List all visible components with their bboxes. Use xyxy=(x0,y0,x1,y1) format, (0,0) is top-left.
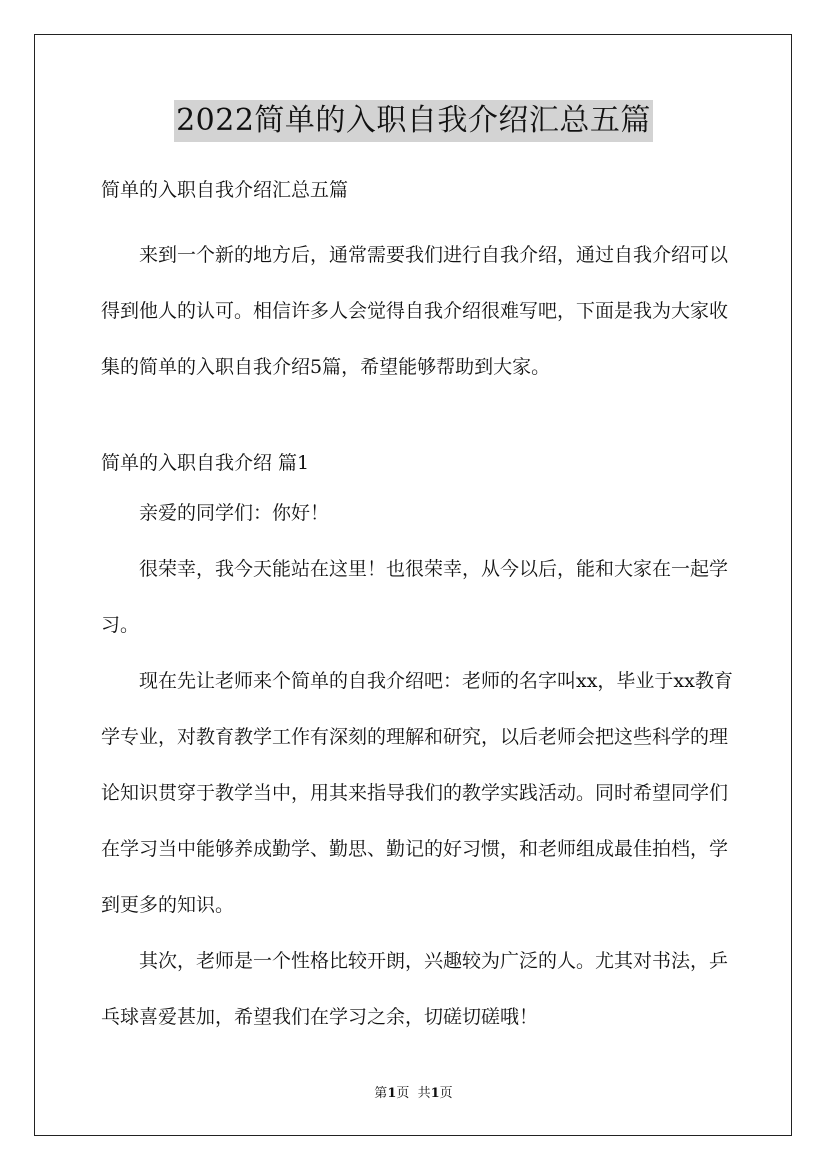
section-title: 简单的入职自我介绍 篇1 xyxy=(101,452,310,474)
footer-mid: 页 共 xyxy=(396,1086,431,1101)
body-paragraph-2: 很荣幸，我今天能站在这里！也很荣幸，从今以后，能和大家在一起学习。 xyxy=(101,558,729,636)
footer-page-total: 1 xyxy=(430,1086,440,1101)
page-footer xyxy=(0,1082,827,1101)
body-paragraph-1: 亲爱的同学们：你好！ xyxy=(139,502,330,524)
footer-suffix: 页 xyxy=(439,1086,453,1101)
document-body xyxy=(101,172,741,1045)
document-title: 2022简单的入职自我介绍汇总五篇 xyxy=(174,100,653,142)
title-container xyxy=(0,100,827,142)
document-subtitle: 简单的入职自我介绍汇总五篇 xyxy=(101,179,349,201)
intro-paragraph: 来到一个新的地方后，通常需要我们进行自我介绍，通过自我介绍可以得到他人的认可。相信许多人会觉得自我介绍很难写吧，下面是我为大家收集的简单的入职自我介绍5篇，希望能够帮助到大家。 xyxy=(101,244,729,378)
footer-prefix: 第 xyxy=(374,1086,388,1101)
body-paragraph-4: 其次，老师是一个性格比较开朗，兴趣较为广泛的人。尤其对书法，乒乓球喜爱甚加，希望我们在学习之余，切磋切磋哦！ xyxy=(101,950,729,1028)
section-spacer xyxy=(101,395,741,431)
footer-page-current: 1 xyxy=(387,1086,397,1101)
body-paragraph-3: 现在先让老师来个简单的自我介绍吧：老师的名字叫xx，毕业于xx教育学专业，对教育教学工作有深刻的理解和研究，以后老师会把这些科学的理论知识贯穿于教学当中，用其来指导我们的教学实践活动。同时希望同学们在学习当中能够养成勤学、勤思、勤记的好习惯，和老师组成最佳拍档，学到更多的知识。 xyxy=(101,670,733,916)
